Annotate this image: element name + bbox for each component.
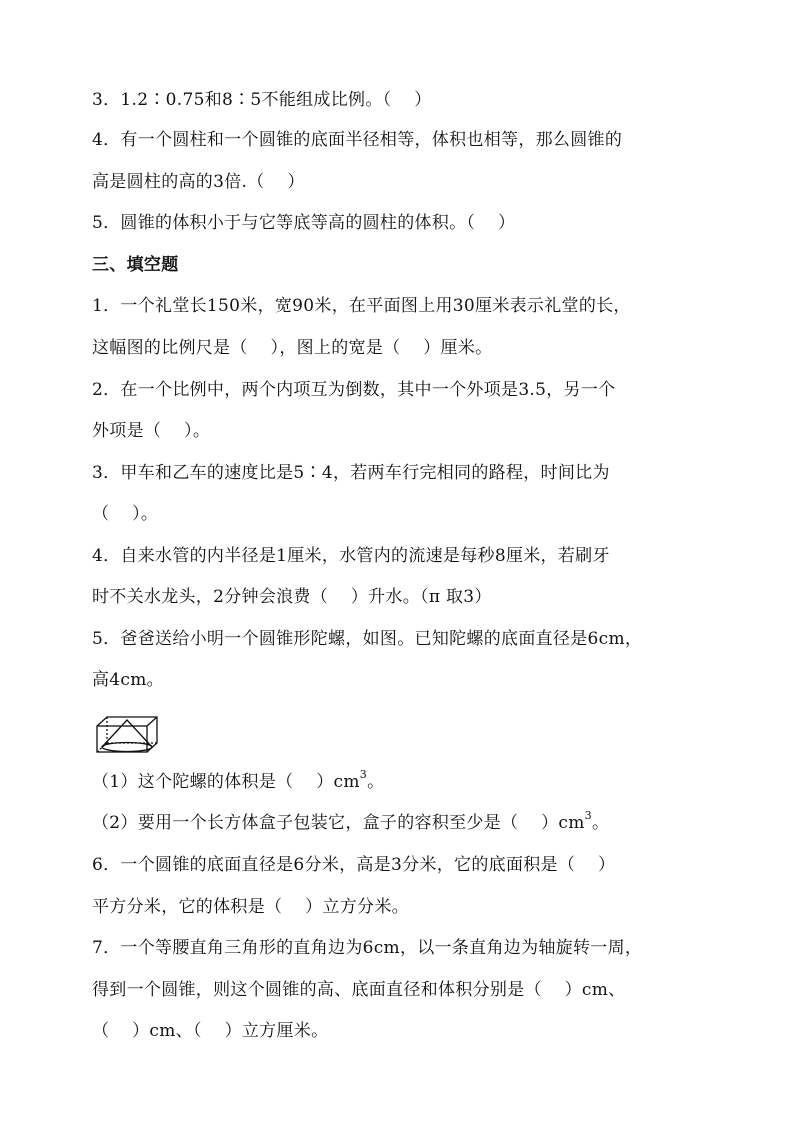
fill-q1-line1: 1．一个礼堂长150米，宽90米，在平面图上用30厘米表示礼堂的长， [92,296,631,316]
section-title: 三、填空题 [92,255,179,275]
fill-q5-sub2-sup: 3 [584,809,592,823]
fill-q6-line2: 平方分米，它的体积是（ ）立方分米。 [92,897,409,917]
judgement-item-4-line1: 4．有一个圆柱和一个圆锥的底面半径相等，体积也相等，那么圆锥的 [92,130,623,150]
fill-q5-sub1-sup: 3 [359,768,368,782]
fill-q2-line2: 外项是（ ）。 [92,421,211,441]
fill-q5-sub2-text: （2）要用一个长方体盒子包装它，盒子的容积至少是（ ）cm [92,813,585,833]
fill-q2-line1: 2．在一个比例中，两个内项互为倒数，其中一个外项是3.5，另一个 [92,380,616,400]
fill-q6-line1: 6．一个圆锥的底面直径是6分米，高是3分米，它的底面积是（ ） [92,855,616,875]
box-top-edge [147,717,157,726]
fill-q1-line2: 这幅图的比例尺是（ ），图上的宽是（ ）厘米。 [92,338,493,358]
cone-base [102,743,152,752]
fill-q5-line1: 5．爸爸送给小明一个圆锥形陀螺，如图。已知陀螺的底面直径是6cm， [92,629,643,649]
box-back-edges [97,717,157,752]
fill-q3-line2: （ ）。 [92,504,159,524]
judgement-item-3: 3．1.2∶0.75和8∶5不能组成比例。（ ） [92,90,432,110]
fill-q5-sub1-end: 。 [367,772,385,792]
box-front-face [97,726,147,752]
fill-q7-line2: 得到一个圆锥，则这个圆锥的高、底面直径和体积分别是（ ）cm、 [92,980,626,1000]
fill-q5-sub1-text: （1）这个陀螺的体积是（ ）cm [92,772,360,792]
fill-q7-line1: 7．一个等腰直角三角形的直角边为6cm，以一条直角边为轴旋转一周， [92,938,643,958]
cone-in-box-figure [96,716,158,754]
fill-q3-line1: 3．甲车和乙车的速度比是5∶4，若两车行完相同的路程，时间比为 [92,463,610,483]
fill-q5-sub1 [92,768,712,792]
fill-q5-sub2-end: 。 [591,813,610,833]
fill-q7-line3: （ ）cm、（ ）立方厘米。 [92,1021,329,1041]
fill-q5-line2: 高4cm。 [92,670,164,690]
judgement-item-4-line2: 高是圆柱的高的3倍.（ ） [92,172,305,192]
fill-q4-line1: 4．自来水管的内半径是1厘米，水管内的流速是每秒8厘米，若刷牙 [92,546,610,566]
fill-q4-line2: 时不关水龙头，2分钟会浪费（ ）升水。（π 取3） [92,587,492,607]
fill-q5-sub2 [92,809,712,833]
judgement-item-5: 5．圆锥的体积小于与它等底等高的圆柱的体积。（ ） [92,213,516,233]
